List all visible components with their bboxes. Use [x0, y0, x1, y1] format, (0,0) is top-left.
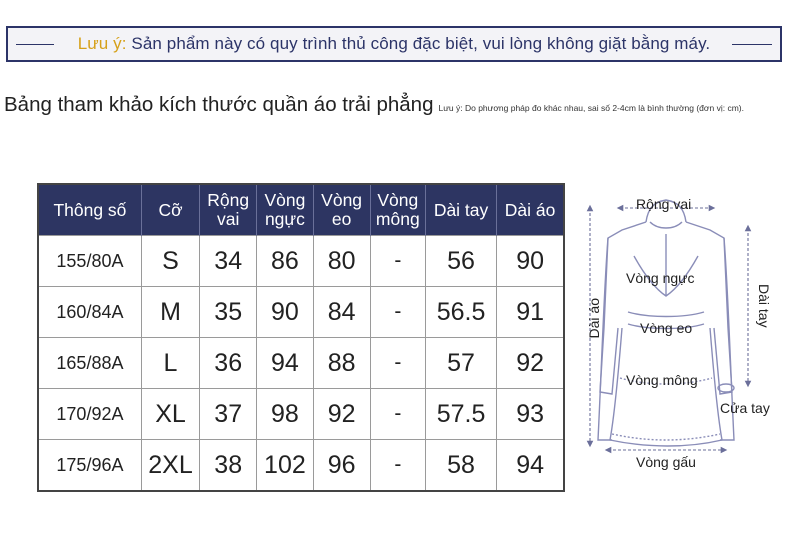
measure-cell: 93	[497, 389, 564, 440]
spec-cell: 175/96A	[38, 440, 141, 492]
spec-cell: 155/80A	[38, 236, 141, 287]
column-header-line2: mông	[375, 209, 420, 229]
label-shoulder: Rộng vai	[636, 196, 692, 212]
measure-cell: 80	[313, 236, 370, 287]
column-header	[257, 184, 313, 236]
column-header-line2: vai	[217, 209, 240, 229]
measure-cell: 98	[257, 389, 313, 440]
label-hip: Vòng mông	[626, 372, 698, 388]
measure-cell: 92	[497, 338, 564, 389]
banner-rule-left	[16, 44, 54, 45]
label-length: Dài áo	[586, 298, 602, 339]
banner-rule-right	[732, 44, 772, 45]
measure-cell: 94	[257, 338, 313, 389]
column-header	[141, 184, 199, 236]
table-row	[38, 440, 564, 492]
column-header-line1: Rộng	[207, 190, 250, 210]
measure-cell: 34	[200, 236, 257, 287]
label-hem: Vòng gấu	[636, 454, 696, 470]
label-cuff: Cửa tay	[720, 400, 770, 416]
banner-text	[78, 34, 711, 54]
measure-cell: 58	[425, 440, 496, 492]
table-row	[38, 389, 564, 440]
column-header	[38, 184, 141, 236]
banner-prefix: Lưu ý:	[77, 34, 127, 53]
column-header-line1: Dài tay	[433, 199, 489, 220]
spec-cell: 160/84A	[38, 287, 141, 338]
column-header-line1: Dài áo	[504, 199, 556, 220]
measure-cell: 91	[497, 287, 564, 338]
column-header-line1: Vòng	[264, 190, 306, 210]
label-sleeve: Dài tay	[756, 284, 772, 328]
spec-cell: 170/92A	[38, 389, 141, 440]
garment-diagram	[578, 178, 784, 478]
table-row	[38, 338, 564, 389]
column-header	[313, 184, 370, 236]
measure-cell: -	[370, 440, 425, 492]
page-title: Bảng tham khảo kích thước quần áo trải phẳng	[4, 93, 434, 116]
title-row	[4, 93, 788, 117]
table-row	[38, 236, 564, 287]
measure-cell: 92	[313, 389, 370, 440]
size-cell: M	[141, 287, 199, 338]
measure-cell: 86	[257, 236, 313, 287]
measure-cell: -	[370, 338, 425, 389]
column-header	[370, 184, 425, 236]
table-body	[38, 236, 564, 492]
label-chest: Vòng ngực	[626, 270, 695, 286]
column-header	[497, 184, 564, 236]
table-row	[38, 287, 564, 338]
measure-cell: 84	[313, 287, 370, 338]
measure-cell: 90	[257, 287, 313, 338]
table-header-row	[38, 184, 564, 236]
measure-cell: 90	[497, 236, 564, 287]
measure-cell: 94	[497, 440, 564, 492]
measure-cell: 88	[313, 338, 370, 389]
size-cell: 2XL	[141, 440, 199, 492]
notice-banner	[6, 26, 782, 62]
measure-cell: -	[370, 389, 425, 440]
size-cell: L	[141, 338, 199, 389]
measurement-note: Lưu ý: Do phương pháp đo khác nhau, sai số 2-4cm là bình thường (đơn vị: cm).	[438, 103, 744, 113]
column-header-line1: Vòng	[321, 190, 363, 210]
measure-cell: 56.5	[425, 287, 496, 338]
measure-cell: 102	[257, 440, 313, 492]
column-header-line1: Cỡ	[158, 199, 183, 220]
measure-cell: 36	[200, 338, 257, 389]
measure-cell: -	[370, 236, 425, 287]
spec-cell: 165/88A	[38, 338, 141, 389]
banner-message: Sản phẩm này có quy trình thủ công đặc biệt, vui lòng không giặt bằng máy.	[126, 34, 711, 53]
column-header-line2: ngực	[264, 209, 305, 229]
size-cell: XL	[141, 389, 199, 440]
measure-cell: 37	[200, 389, 257, 440]
measure-cell: 38	[200, 440, 257, 492]
measure-cell: 56	[425, 236, 496, 287]
column-header-line1: Thông số	[53, 199, 127, 220]
measure-cell: 96	[313, 440, 370, 492]
size-table	[37, 183, 565, 492]
measure-cell: 57	[425, 338, 496, 389]
column-header-line2: eo	[331, 209, 352, 229]
measure-cell: -	[370, 287, 425, 338]
measure-cell: 35	[200, 287, 257, 338]
measure-cell: 57.5	[425, 389, 496, 440]
column-header	[425, 184, 496, 236]
size-cell: S	[141, 236, 199, 287]
column-header-line1: Vòng	[377, 190, 419, 210]
label-waist: Vòng eo	[640, 320, 693, 336]
column-header	[200, 184, 257, 236]
